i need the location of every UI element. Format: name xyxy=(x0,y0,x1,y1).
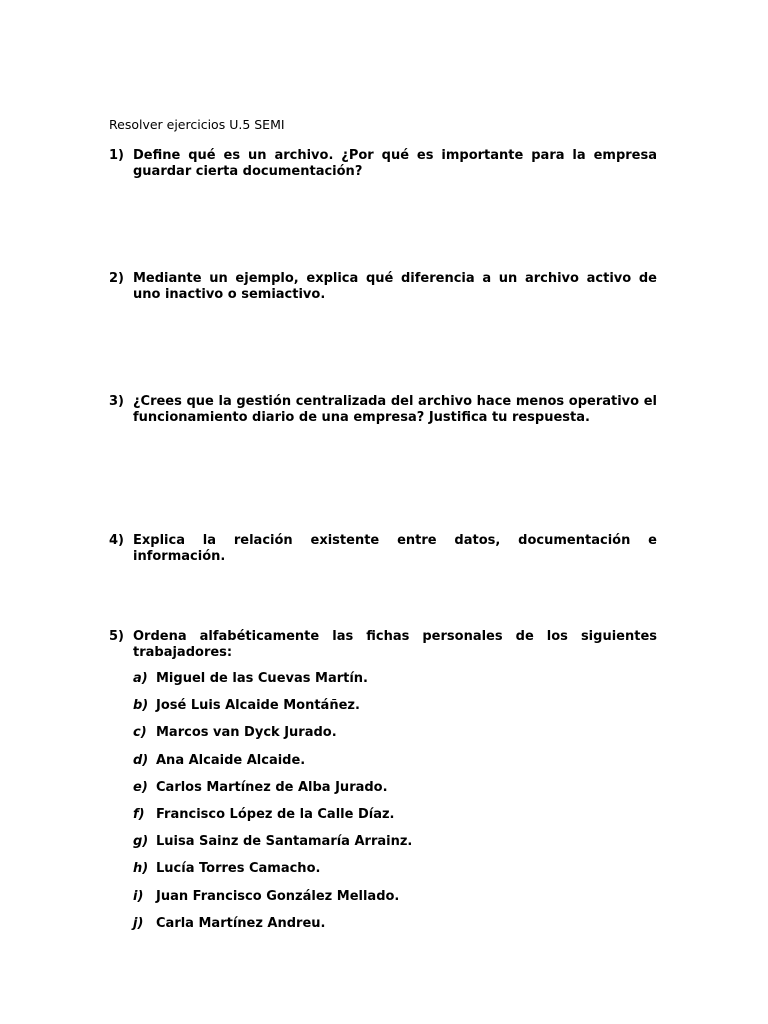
question-text: Define qué es un archivo. ¿Por qué es importante para la empresa guardar cierta documentación? xyxy=(133,148,657,179)
question-number: 1) xyxy=(109,148,124,163)
question-number: 4) xyxy=(109,533,124,548)
question-number: 3) xyxy=(109,394,124,409)
list-item xyxy=(133,697,653,724)
list-item-letter: f) xyxy=(133,806,145,822)
question-number: 2) xyxy=(109,271,124,286)
workers-list xyxy=(133,670,653,942)
list-item xyxy=(133,724,653,751)
list-item xyxy=(133,915,653,942)
list-item-name: Juan Francisco González Mellado. xyxy=(156,888,400,904)
list-item-letter: c) xyxy=(133,725,147,741)
list-item-letter: a) xyxy=(133,671,148,686)
question-text: Ordena alfabéticamente las fichas personales de los siguientes trabajadores: xyxy=(133,629,657,660)
question-2 xyxy=(109,271,657,302)
question-number: 5) xyxy=(109,629,124,644)
list-item-letter: d) xyxy=(133,752,149,768)
question-1 xyxy=(109,148,657,179)
question-text: ¿Crees que la gestión centralizada del archivo hace menos operativo el funcionamiento diario de una empresa? Justifica tu respuesta. xyxy=(133,394,657,425)
document-title: Resolver ejercicios U.5 SEMI xyxy=(109,117,285,132)
list-item-name: Carla Martínez Andreu. xyxy=(156,915,326,931)
list-item xyxy=(133,752,653,779)
list-item-name: Marcos van Dyck Jurado. xyxy=(156,725,337,741)
question-4 xyxy=(109,533,657,564)
list-item-letter: i) xyxy=(133,888,144,904)
list-item-letter: g) xyxy=(133,834,149,850)
list-item xyxy=(133,779,653,806)
question-5 xyxy=(109,629,657,660)
list-item xyxy=(133,888,653,915)
list-item-name: Francisco López de la Calle Díaz. xyxy=(156,806,395,822)
list-item-name: Miguel de las Cuevas Martín. xyxy=(156,671,368,686)
list-item xyxy=(133,860,653,887)
question-text: Mediante un ejemplo, explica qué diferencia a un archivo activo de uno inactivo o semiactivo. xyxy=(133,271,657,302)
list-item xyxy=(133,806,653,833)
list-item-letter: j) xyxy=(133,915,144,931)
list-item xyxy=(133,833,653,860)
list-item-letter: h) xyxy=(133,861,149,877)
question-text: Explica la relación existente entre datos, documentación e información. xyxy=(133,533,657,564)
question-3 xyxy=(109,394,657,425)
list-item-letter: e) xyxy=(133,779,148,795)
list-item xyxy=(133,670,653,697)
list-item-name: Luisa Sainz de Santamaría Arrainz. xyxy=(156,834,413,850)
list-item-letter: b) xyxy=(133,698,149,714)
list-item-name: Ana Alcaide Alcaide. xyxy=(156,752,306,768)
list-item-name: Lucía Torres Camacho. xyxy=(156,861,321,877)
list-item-name: José Luis Alcaide Montáñez. xyxy=(156,698,360,714)
list-item-name: Carlos Martínez de Alba Jurado. xyxy=(156,779,388,795)
